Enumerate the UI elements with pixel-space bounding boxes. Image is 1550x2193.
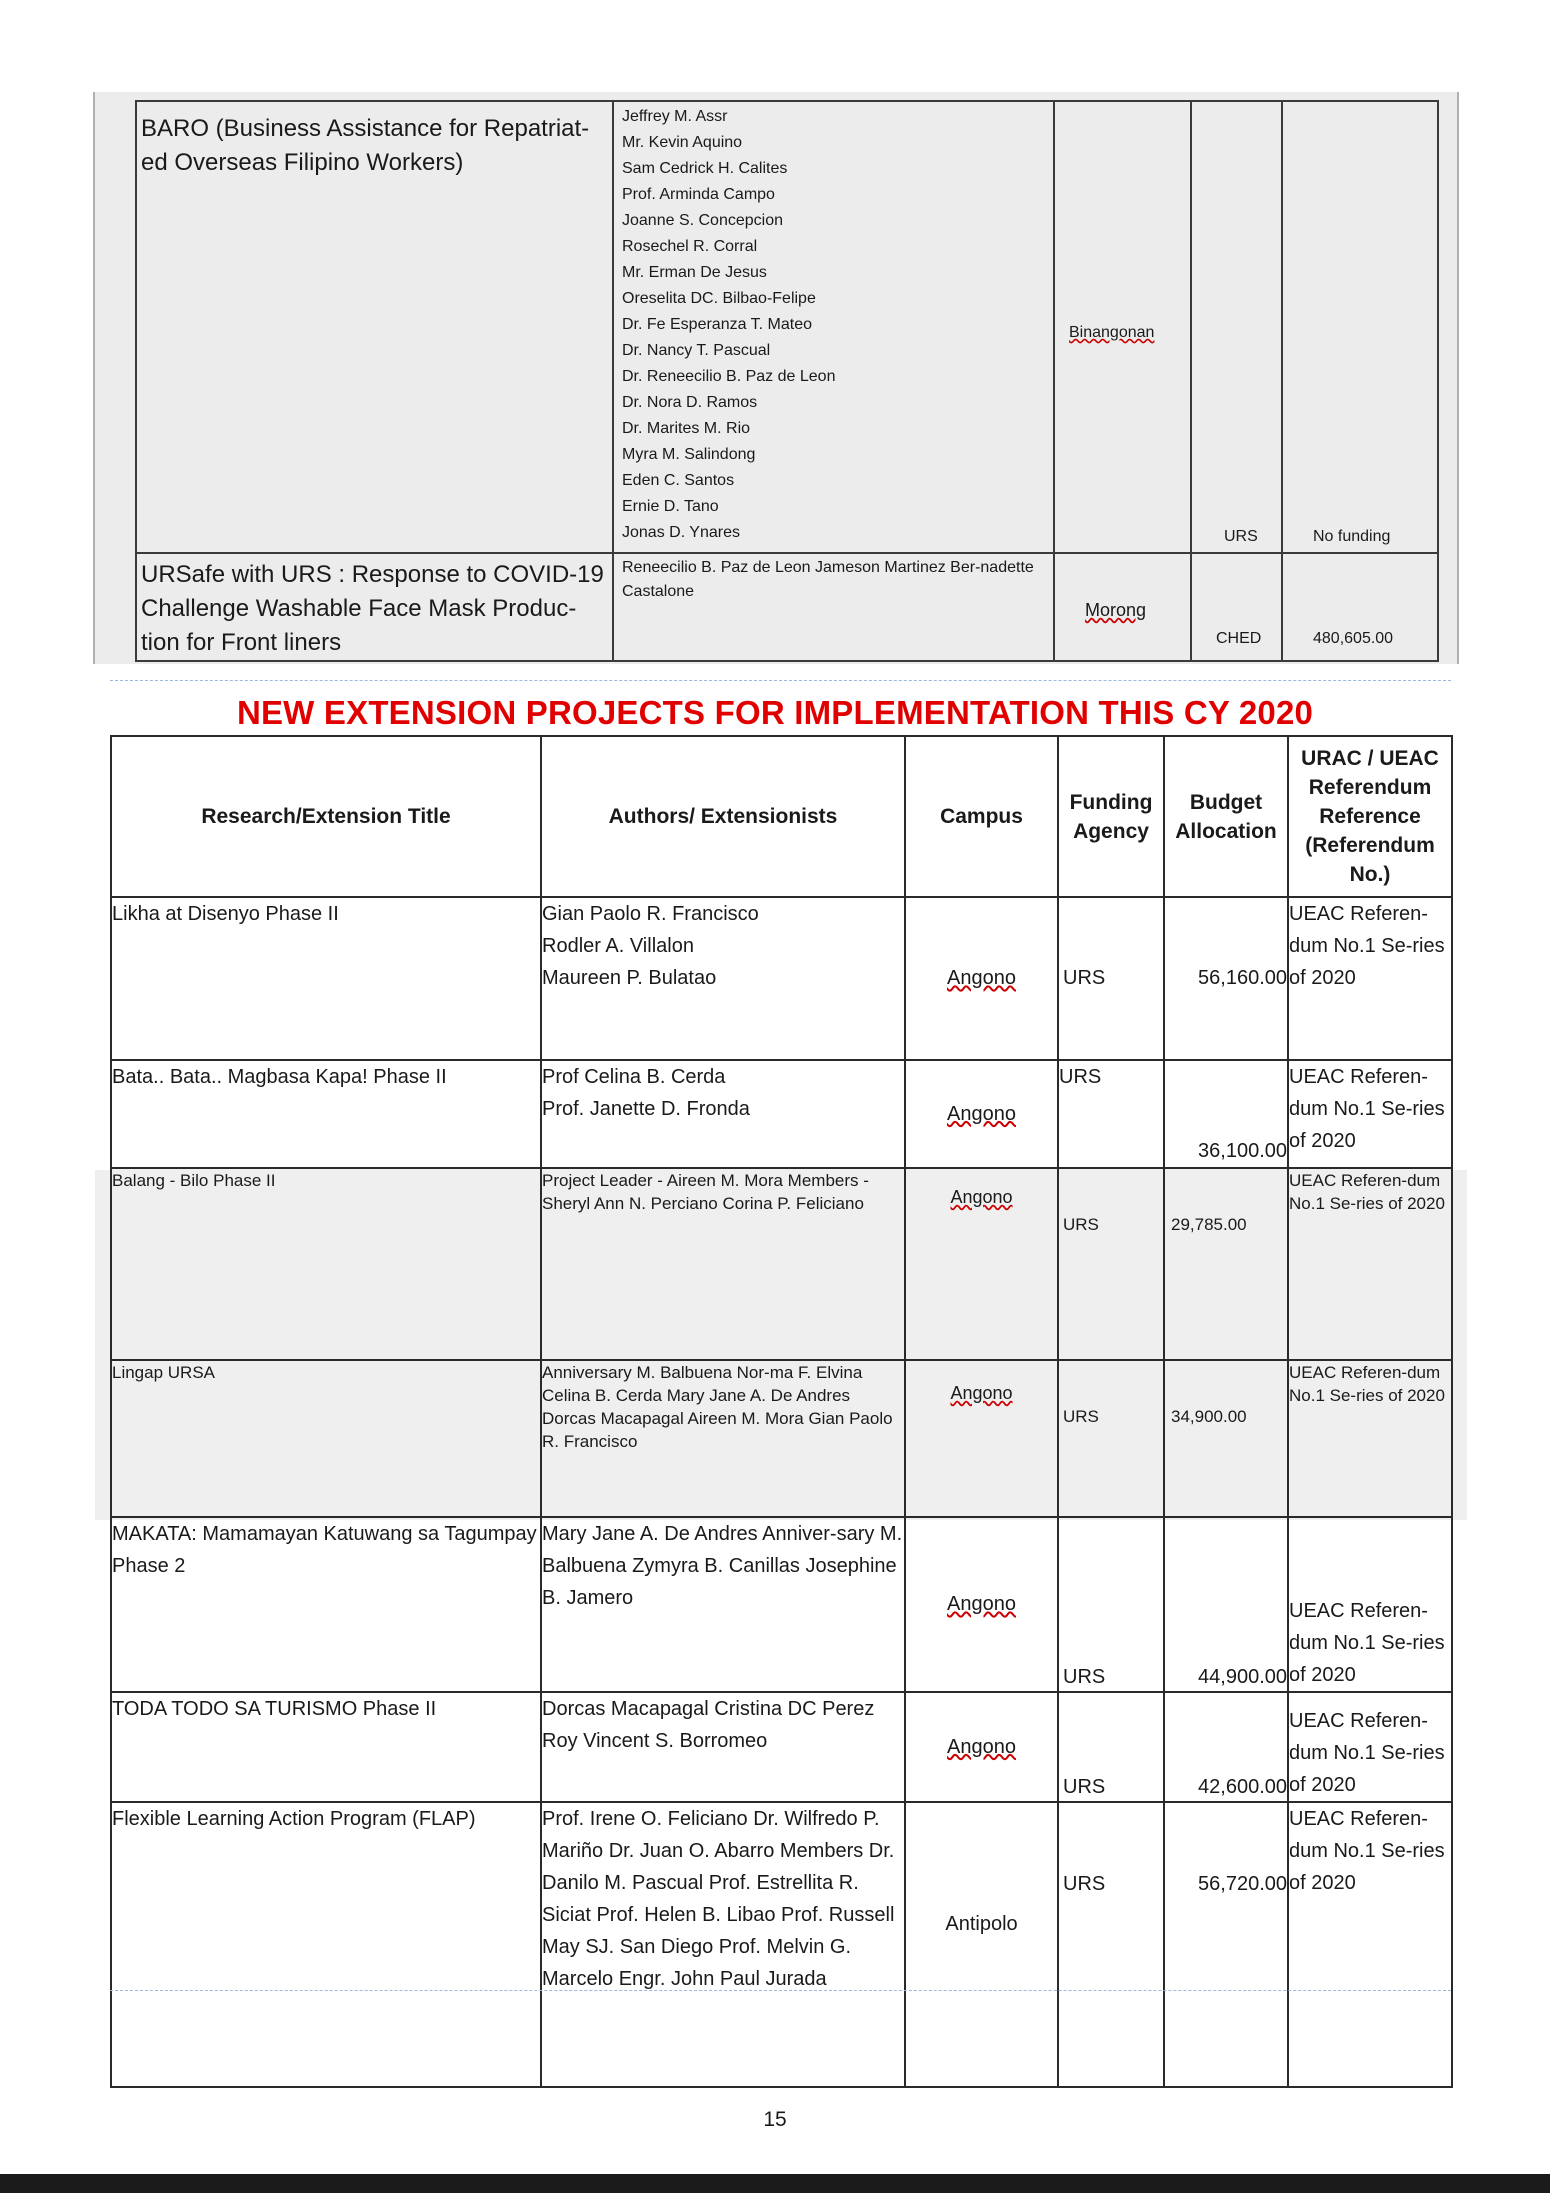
author-list [541, 897, 905, 1060]
budget-cell [1282, 553, 1438, 661]
table-row [111, 897, 1452, 1060]
continued-table-block [93, 92, 1459, 664]
continued-table [135, 100, 1439, 662]
agency-cell [1191, 553, 1282, 661]
campus-cell [1054, 101, 1191, 553]
author-name: Eden C. Santos [622, 472, 735, 489]
campus-cell [1054, 553, 1191, 661]
campus-cell [905, 1517, 1058, 1692]
header-campus: Campus [905, 736, 1058, 897]
project-title: Bata.. Bata.. Magbasa Kapa! Phase II [111, 1060, 541, 1168]
campus-text: Angono [950, 1187, 1013, 1207]
agency-cell: URS [1058, 897, 1164, 1060]
project-title: Balang - Bilo Phase II [111, 1168, 541, 1360]
budget-cell [1282, 101, 1438, 553]
campus-text: Angono [947, 1102, 1016, 1125]
author-name: Rosechel R. Corral [622, 238, 758, 255]
campus-cell [905, 1360, 1058, 1517]
table-row [111, 1060, 1452, 1168]
budget-cell: 42,600.00 [1164, 1692, 1288, 1802]
ref-cell: UEAC Referen-dum No.1 Se-ries of 2020 [1288, 1060, 1452, 1168]
budget-text: 480,605.00 [1313, 630, 1394, 647]
header-agency: Funding Agency [1058, 736, 1164, 897]
author-name: Dr. Marites M. Rio [622, 420, 751, 437]
campus-text: Angono [950, 1383, 1013, 1403]
author-name: Dr. Reneecilio B. Paz de Leon [622, 368, 836, 385]
ref-cell: UEAC Referen-dum No.1 Se-ries of 2020 [1288, 1168, 1452, 1360]
author-list [613, 101, 1054, 553]
header-title: Research/Extension Title [111, 736, 541, 897]
ref-cell: UEAC Referen-dum No.1 Se-ries of 2020 [1288, 1517, 1452, 1692]
author-list: Project Leader - Aireen M. Mora Members - Sheryl Ann N. Perciano Corina P. Feliciano [541, 1168, 905, 1360]
projects-table [110, 735, 1453, 2088]
campus-cell [905, 897, 1058, 1060]
agency-cell: URS [1058, 1060, 1164, 1168]
budget-cell: 34,900.00 [1164, 1360, 1288, 1517]
campus-text: Angono [947, 967, 1016, 989]
campus-cell [905, 1168, 1058, 1360]
budget-text: No funding [1313, 528, 1391, 545]
agency-cell: URS [1058, 1692, 1164, 1802]
table-row [111, 1168, 1452, 1360]
author-name: Prof. Arminda Campo [622, 186, 775, 203]
agency-cell: URS [1058, 1360, 1164, 1517]
campus-text: Morong [1085, 600, 1147, 620]
author-name: Dr. Fe Esperanza T. Mateo [622, 316, 813, 333]
agency-text: CHED [1216, 630, 1262, 647]
ref-cell: UEAC Referen-dum No.1 Se-ries of 2020 [1288, 1802, 1452, 2087]
campus-text: Angono [947, 1735, 1016, 1758]
ref-cell: UEAC Referen-dum No.1 Se-ries of 2020 [1288, 1360, 1452, 1517]
table-row [111, 1802, 1452, 2087]
budget-cell: 56,160.00 [1164, 897, 1288, 1060]
author-list [541, 1060, 905, 1168]
project-title: Lingap URSA [111, 1360, 541, 1517]
header-budget: Budget Allocation [1164, 736, 1288, 897]
table-row [111, 1517, 1452, 1692]
author-name: Dr. Nora D. Ramos [622, 394, 758, 411]
author-list: Reneecilio B. Paz de Leon Jameson Martinez Ber-nadette Castalone [613, 553, 1054, 661]
author-name: Rodler A. Villalon [542, 935, 694, 957]
table-row [111, 1692, 1452, 1802]
author-name: Maureen P. Bulatao [542, 967, 717, 989]
author-name: Joanne S. Concepcion [622, 212, 783, 229]
author-name: Gian Paolo R. Francisco [542, 903, 759, 925]
header-authors: Authors/ Extensionists [541, 736, 905, 897]
campus-text: Angono [947, 1593, 1016, 1615]
campus-cell [905, 1060, 1058, 1168]
budget-cell: 29,785.00 [1164, 1168, 1288, 1360]
author-name: Oreselita DC. Bilbao-Felipe [622, 290, 816, 307]
author-name: Prof Celina B. Cerda [542, 1066, 726, 1088]
campus-cell [905, 1692, 1058, 1802]
author-name: Mr. Kevin Aquino [622, 134, 743, 151]
author-list: Mary Jane A. De Andres Anniver-sary M. Balbuena Zymyra B. Canillas Josephine B. Jamero [541, 1517, 905, 1692]
page-number: 15 [763, 2108, 787, 2131]
author-list: Prof. Irene O. Feliciano Dr. Wilfredo P. Mariño Dr. Juan O. Abarro Members Dr. Danilo M. Pascual Prof. Estrellita R. Siciat Prof. Helen B. Libao Prof. Russell May SJ. San Diego Prof. Melvin G. Marcelo Engr. John Paul Jurada [541, 1802, 905, 2087]
author-name: Ernie D. Tano [622, 498, 719, 515]
author-list: Dorcas Macapagal Cristina DC Perez Roy Vincent S. Borromeo [541, 1692, 905, 1802]
campus-cell: Antipolo [905, 1802, 1058, 2087]
campus-text: Binangonan [1069, 324, 1155, 341]
agency-text: URS [1224, 528, 1258, 545]
project-title: URSafe with URS : Response to COVID-19 Challenge Washable Face Mask Produc-tion for Front liners [136, 553, 613, 661]
project-title: TODA TODO SA TURISMO Phase II [111, 1692, 541, 1802]
divider [110, 1990, 1451, 1991]
ref-cell: UEAC Referen-dum No.1 Se-ries of 2020 [1288, 1692, 1452, 1802]
section-title: NEW EXTENSION PROJECTS FOR IMPLEMENTATION THIS CY 2020 [236, 694, 1314, 731]
agency-cell: URS [1058, 1517, 1164, 1692]
header-ref: URAC / UEAC Referendum Reference (Referendum No.) [1288, 736, 1452, 897]
budget-cell: 56,720.00 [1164, 1802, 1288, 2087]
author-name: Jeffrey M. Assr [622, 108, 728, 125]
author-list: Anniversary M. Balbuena Nor-ma F. Elvina Celina B. Cerda Mary Jane A. De Andres Dorcas Macapagal Aireen M. Mora Gian Paolo R. Francisco [541, 1360, 905, 1517]
divider [110, 680, 1451, 681]
agency-cell: URS [1058, 1802, 1164, 2087]
bottom-bar [0, 2174, 1550, 2193]
agency-cell [1191, 101, 1282, 553]
project-title: Likha at Disenyo Phase II [111, 897, 541, 1060]
table-row [136, 553, 1438, 661]
ref-cell: UEAC Referen-dum No.1 Se-ries of 2020 [1288, 897, 1452, 1060]
author-name: Dr. Nancy T. Pascual [622, 342, 771, 359]
project-title: BARO (Business Assistance for Repatriat-ed Overseas Filipino Workers) [136, 101, 613, 553]
project-title: MAKATA: Mamamayan Katuwang sa Tagumpay Phase 2 [111, 1517, 541, 1692]
project-title: Flexible Learning Action Program (FLAP) [111, 1802, 541, 2087]
table-row [111, 1360, 1452, 1517]
budget-cell: 36,100.00 [1164, 1060, 1288, 1168]
author-name: Jonas D. Ynares [622, 524, 740, 541]
author-name: Mr. Erman De Jesus [622, 264, 767, 281]
author-name: Prof. Janette D. Fronda [542, 1098, 750, 1120]
author-name: Myra M. Salindong [622, 446, 756, 463]
table-header-row [111, 736, 1452, 897]
agency-cell: URS [1058, 1168, 1164, 1360]
author-name: Sam Cedrick H. Calites [622, 160, 788, 177]
table-row [136, 101, 1438, 553]
budget-cell: 44,900.00 [1164, 1517, 1288, 1692]
